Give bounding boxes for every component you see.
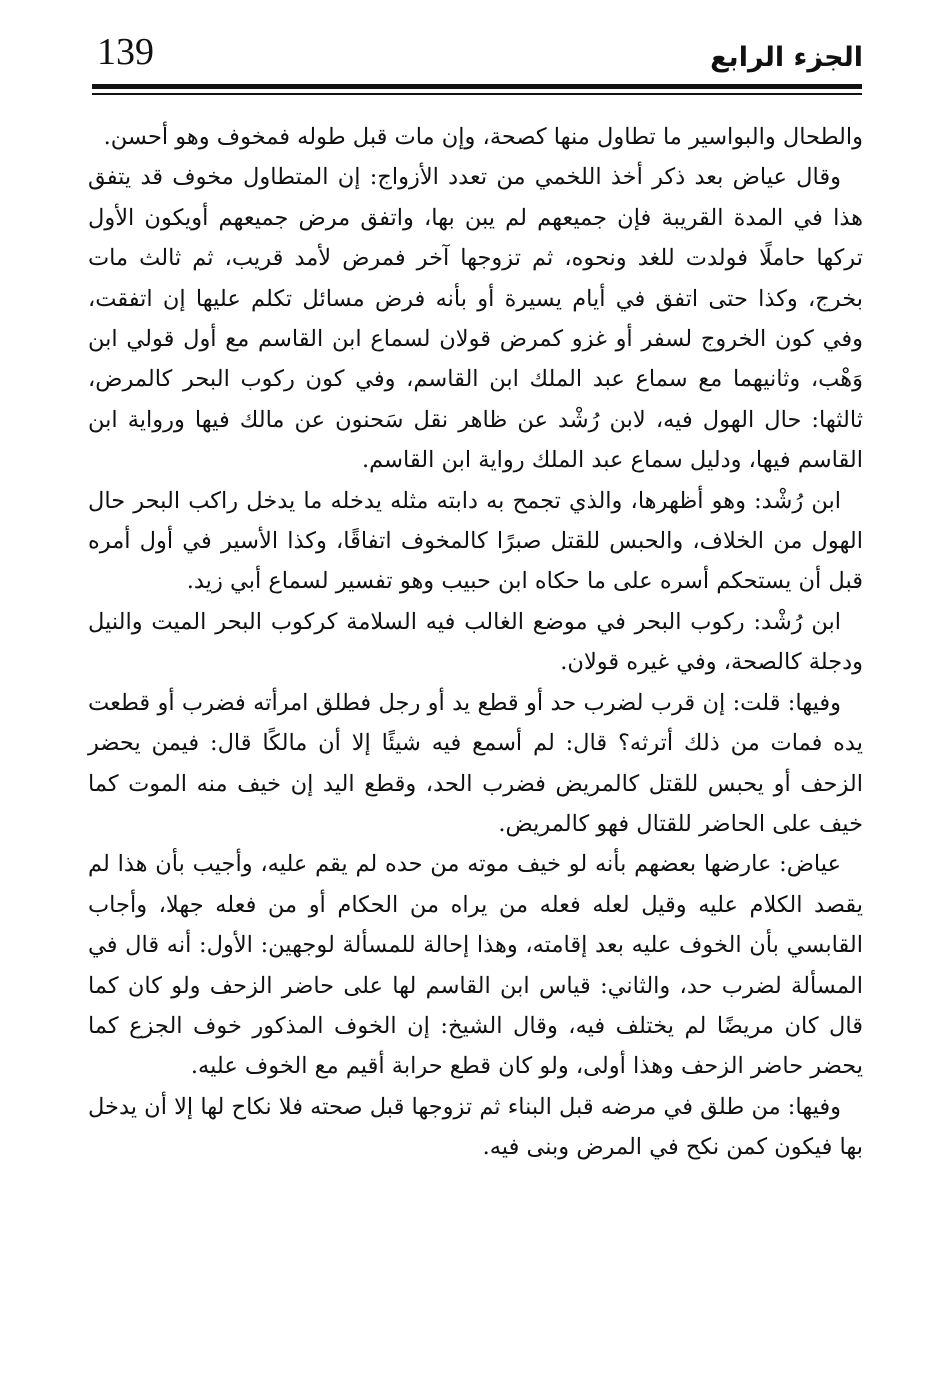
header-rule-thin	[92, 93, 862, 95]
body-text	[88, 117, 863, 1168]
paragraph: عياض: عارضها بعضهم بأنه لو خيف موته من حده لم يقم عليه، وأجيب بأن هذا لم يقصد الكلام عليه وقيل لعله فعله من يراه من الحكام أو من فعله جهلا، وأجاب القابسي بأن الخوف عليه بعد إقامته، وهذا إحالة للمسألة لوجهين: الأول: أنه قال في المسألة لضرب حد، والثاني: قياس ابن القاسم لها على حاضر الزحف ولو كان كما قال كان مريضًا لم يختلف فيه، وقال الشيخ: إن الخوف المذكور خوف الجزع كما يحضر حاضر الزحف وهذا أولى، ولو كان قطع حرابة أقيم مع الخوف عليه.	[88, 851, 863, 1080]
page-number: 139	[97, 31, 154, 73]
paragraph: ابن رُشْد: ركوب البحر في موضع الغالب فيه السلامة كركوب البحر الميت والنيل ودجلة كالصحة، وفي غيره قولان.	[88, 608, 863, 676]
paragraph: وقال عياض بعد ذكر أخذ اللخمي من تعدد الأزواج: إن المتطاول مخوف قد يتفق هذا في المدة القريبة فإن جميعهم لم يبن بها، واتفق مرض جميعهم أويكون الأول تركها حاملًا فولدت للغد ونحوه، ثم تزوجها آخر فمرض لأمد قريب، ثم ثالث مات بخرج، وكذا حتى اتفق في أيام يسيرة أو بأنه فرض مسائل تكلم عليها إن اتفقت، وفي كون الخروج لسفر أو غزو كمرض قولان لسماع ابن القاسم مع أول قولي ابن وَهْب، وثانيهما مع سماع عبد الملك ابن القاسم، وفي كون ركوب البحر كالمرض، ثالثها: حال الهول فيه، لابن رُشْد عن ظاهر نقل سَحنون عن مالك فيها ورواية ابن القاسم فيها، ودليل سماع عبد الملك رواية ابن القاسم.	[88, 164, 863, 474]
paragraph: وفيها: من طلق في مرضه قبل البناء ثم تزوجها قبل صحته فلا نكاح لها إلا أن يدخل بها فيكون كمن نكح في المرض وبنى فيه.	[88, 1093, 863, 1161]
paragraph: ابن رُشْد: وهو أظهرها، والذي تجمح به دابته مثله يدخله ما يدخل راكب البحر حال الهول من الخلاف، والحبس للقتل صبرًا كالمخوف اتفاقًا، وكذا الأسير في أول أمره قبل أن يستحكم أسره على ما حكاه ابن حبيب وهو تفسير لسماع أبي زيد.	[88, 487, 863, 595]
paragraph: والطحال والبواسير ما تطاول منها كصحة، وإن مات قبل طوله فمخوف وهو أحسن.	[103, 124, 863, 150]
running-title: الجزء الرابع	[710, 42, 863, 73]
header-rule-thick	[92, 84, 862, 89]
paragraph: وفيها: قلت: إن قرب لضرب حد أو قطع يد أو رجل فطلق امرأته فضرب أو قطعت يده فمات من ذلك أترثه؟ قال: لم أسمع فيه شيئًا إلا أن مالكًا قال: فيمن يحضر الزحف أو يحبس للقتل كالمريض فضرب الحد، وقطع اليد إن خيف منه الموت كما خيف على الحاضر للقتال فهو كالمريض.	[88, 689, 863, 837]
